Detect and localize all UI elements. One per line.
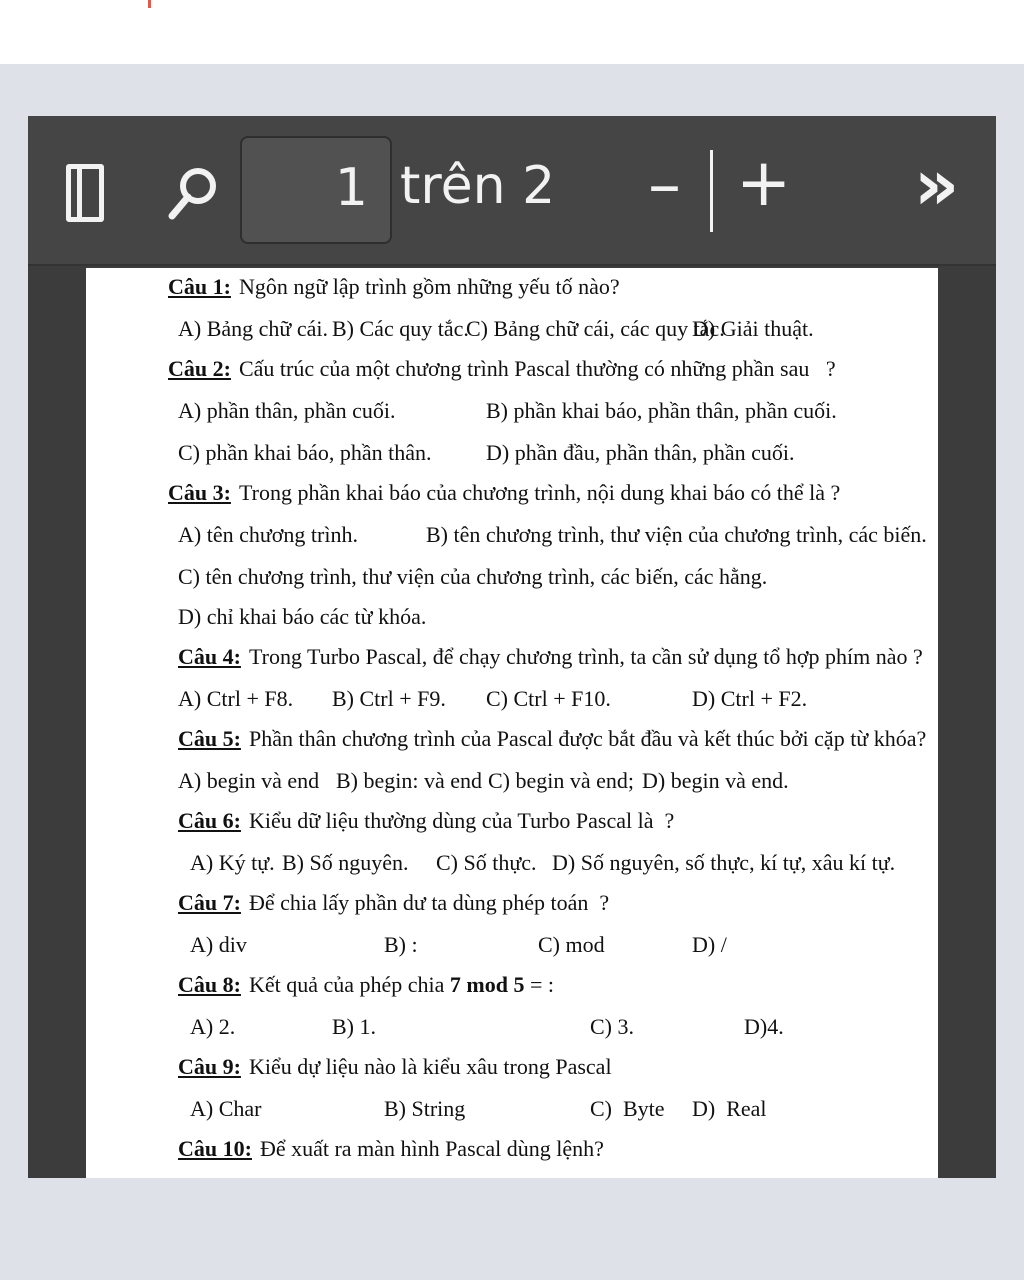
option: D) phần đầu, phần thân, phần cuối. bbox=[486, 440, 795, 465]
option: A) Bảng chữ cái. bbox=[178, 316, 328, 341]
question-text-after: = : bbox=[524, 972, 555, 997]
option: D) begin và end. bbox=[642, 768, 789, 793]
option: C) begin và end; bbox=[488, 768, 635, 793]
question-label: Câu 7: bbox=[178, 890, 241, 915]
option: B) 1. bbox=[332, 1014, 376, 1039]
option: B) Các quy tắc. bbox=[332, 316, 469, 341]
question-label: Câu 9: bbox=[178, 1054, 241, 1079]
option: B) phần khai báo, phần thân, phần cuối. bbox=[486, 398, 837, 423]
question-6 bbox=[178, 808, 674, 834]
zoom-out-button[interactable]: – bbox=[648, 146, 681, 223]
question-text: Cấu trúc của một chương trình Pascal thường có những phần sau ? bbox=[238, 356, 836, 381]
question-7 bbox=[178, 890, 609, 916]
option: A) div bbox=[190, 932, 247, 957]
option: C) Byte bbox=[590, 1096, 665, 1121]
question-label: Câu 3: bbox=[168, 480, 231, 505]
question-label: Câu 6: bbox=[178, 808, 241, 833]
question-text: Phần thân chương trình của Pascal được bắt đầu và kết thúc bởi cặp từ khóa? bbox=[248, 726, 927, 751]
option: C) tên chương trình, thư viện của chương trình, các biến, các hằng. bbox=[178, 564, 768, 589]
question-9 bbox=[178, 1054, 612, 1080]
question-label: Câu 4: bbox=[178, 644, 241, 669]
question-label: Câu 8: bbox=[178, 972, 241, 997]
option: C) Số thực. bbox=[436, 850, 537, 875]
question-text: Trong Turbo Pascal, để chạy chương trình, ta cần sử dụng tổ hợp phím nào ? bbox=[248, 644, 923, 669]
question-text: Kiểu dự liệu nào là kiểu xâu trong Pascal bbox=[248, 1054, 612, 1079]
option: A) 2. bbox=[190, 1014, 236, 1039]
option: B) begin: và end bbox=[336, 768, 483, 793]
search-icon[interactable] bbox=[164, 162, 224, 222]
question-label: Câu 2: bbox=[168, 356, 231, 381]
option: B) String bbox=[384, 1096, 466, 1121]
option: D) Số nguyên, số thực, kí tự, xâu kí tự. bbox=[552, 850, 896, 875]
question-text: Kết quả của phép chia bbox=[248, 972, 445, 997]
question-text: Để chia lấy phần dư ta dùng phép toán ? bbox=[248, 890, 610, 915]
option: A) begin và end bbox=[178, 768, 320, 793]
page-number-input[interactable]: 1 bbox=[240, 136, 392, 244]
option: D) Giải thuật. bbox=[692, 316, 814, 341]
option: D) / bbox=[692, 932, 727, 957]
question-label: Câu 5: bbox=[178, 726, 241, 751]
option: A) phần thân, phần cuối. bbox=[178, 398, 396, 423]
question-2 bbox=[168, 356, 836, 382]
question-text: Để xuất ra màn hình Pascal dùng lệnh? bbox=[259, 1136, 604, 1161]
option: B) Ctrl + F9. bbox=[332, 686, 446, 711]
more-tools-icon[interactable]: » bbox=[914, 144, 960, 226]
option: D)4. bbox=[744, 1014, 784, 1039]
option: C) Ctrl + F10. bbox=[486, 686, 611, 711]
option: B) tên chương trình, thư viện của chương trình, các biến. bbox=[426, 522, 927, 547]
question-10 bbox=[178, 1136, 604, 1162]
page-count-label: trên 2 bbox=[400, 156, 556, 216]
option: D) Ctrl + F2. bbox=[692, 686, 808, 711]
option: C) mod bbox=[538, 932, 605, 957]
option: A) Ký tự. bbox=[190, 850, 275, 875]
option: A) Ctrl + F8. bbox=[178, 686, 294, 711]
option: A) tên chương trình. bbox=[178, 522, 358, 547]
option: D) Real bbox=[692, 1096, 767, 1121]
question-text: Kiểu dữ liệu thường dùng của Turbo Pascal là ? bbox=[248, 808, 675, 833]
option: B) : bbox=[384, 932, 418, 957]
question-3 bbox=[168, 480, 840, 506]
cursor-mark bbox=[148, 0, 151, 8]
top-bar bbox=[0, 0, 1024, 64]
question-label: Câu 1: bbox=[168, 274, 231, 299]
option: A) Char bbox=[190, 1096, 262, 1121]
option: C) 3. bbox=[590, 1014, 634, 1039]
question-text: Ngôn ngữ lập trình gồm những yếu tố nào? bbox=[238, 274, 620, 299]
option: D) chỉ khai báo các từ khóa. bbox=[178, 604, 427, 629]
option: C) phần khai báo, phần thân. bbox=[178, 440, 432, 465]
question-text: Trong phần khai báo của chương trình, nội dung khai báo có thể là ? bbox=[238, 480, 841, 505]
zoom-divider bbox=[710, 150, 713, 232]
option: B) Số nguyên. bbox=[282, 850, 409, 875]
question-8 bbox=[178, 972, 554, 998]
pdf-viewer bbox=[28, 116, 996, 1178]
zoom-in-button[interactable]: + bbox=[736, 144, 792, 221]
question-text-bold: 7 mod 5 bbox=[449, 972, 525, 997]
question-1 bbox=[168, 274, 620, 300]
question-5 bbox=[178, 726, 926, 752]
sidebar-toggle-icon[interactable] bbox=[66, 164, 104, 222]
question-label: Câu 10: bbox=[178, 1136, 252, 1161]
document-page bbox=[86, 268, 938, 1178]
question-4 bbox=[178, 644, 923, 670]
option: C) Bảng chữ cái, các quy tắc. bbox=[466, 316, 725, 341]
pdf-toolbar bbox=[28, 116, 996, 266]
